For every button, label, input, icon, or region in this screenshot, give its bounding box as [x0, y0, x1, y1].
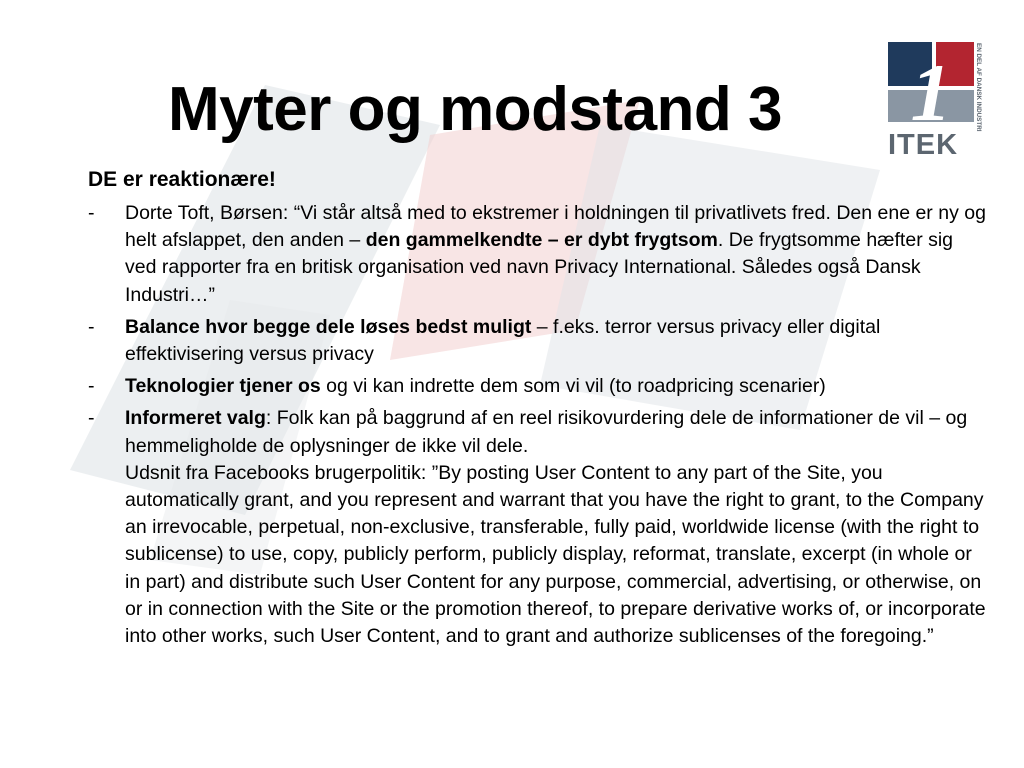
- bullet-bold-text: Informeret valg: [125, 407, 266, 430]
- facebook-policy-excerpt: Udsnit fra Facebooks brugerpolitik: ”By posting User Content to any part of the Site, you automatically grant, and you represent and warrant that you have the right to grant, to the Company an irrevocable, perpetual, non-exclusive, transferable, fully paid, worldwide license (with the right to sublicense) to use, copy, publicly perform, publicly display, reformat, translate, excerpt (in whole or in part) and distribute such User Content for any purpose, commercial, advertising, or otherwise, on or in connection with the Site or the promotion thereof, to prepare derivative works of, or incorporate into other works, such User Content, and to grant and authorize sublicenses of the foregoing.”: [125, 461, 986, 648]
- logo-wordmark: ITEK: [888, 129, 959, 158]
- bullet-list: [88, 200, 988, 655]
- bullet-text: . De frygtsomme hæfter sig ved rapporter fra en britisk organisation ved navn Privacy International. Således også Dansk Industri…”: [125, 229, 954, 306]
- bullet-marker: -: [88, 202, 95, 224]
- bullet-bold-text: Teknologier tjener os: [125, 375, 321, 398]
- bullet-bold-text: den gammelkendte – er dybt frygtsom: [365, 229, 718, 252]
- bullet-marker: -: [88, 407, 95, 430]
- slide-subtitle: DE er reaktionære!: [88, 168, 276, 191]
- bullet-bold-text: Balance hvor begge dele løses bedst muligt: [125, 315, 532, 338]
- bullet-item: [88, 314, 988, 368]
- bullet-text: – f.eks. terror versus privacy eller digital effektivisering versus privacy: [125, 315, 881, 366]
- bullet-marker: -: [88, 315, 95, 338]
- logo-numeral: 1: [910, 47, 952, 138]
- itek-logo: [884, 40, 984, 158]
- bullet-item: [88, 405, 988, 650]
- bullet-text: : Folk kan på baggrund af en reel risikovurdering dele de informationer de vil – og hemmeligholde de oplysninger de ikke vil dele.: [125, 407, 968, 457]
- bullet-marker: -: [88, 375, 95, 398]
- bullet-item: [88, 373, 988, 400]
- logo-vertical-text: EN DEL AF DANSK INDUSTRI: [975, 43, 982, 132]
- bullet-item: [88, 200, 988, 309]
- bullet-text: Dorte Toft, Børsen: “Vi står altså med to ekstremer i holdningen til privatlivets fred. Den ene er ny og helt afslappet, den anden –: [125, 202, 986, 252]
- bullet-text: og vi kan indrette dem som vi vil (to roadpricing scenarier): [320, 375, 826, 398]
- slide-title: Myter og modstand 3: [168, 75, 783, 144]
